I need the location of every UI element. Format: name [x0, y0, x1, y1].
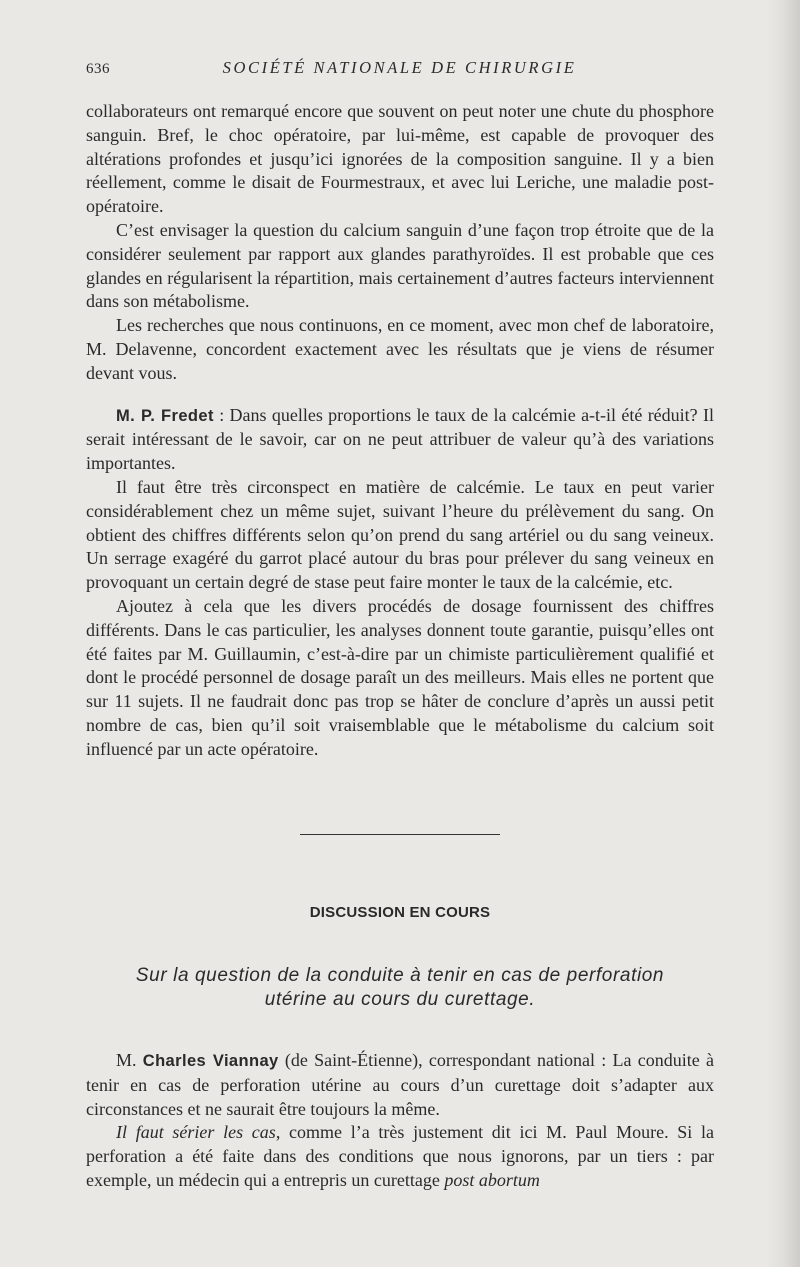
paragraph-fredet — [86, 404, 714, 476]
paragraph-text: (de Saint-Étienne), correspondant national : La conduite à tenir en cas de perforation utérine au cours d’un curettage doit s’adapter aux circonstances et ne saurait être toujours la même. — [86, 1050, 714, 1119]
running-header — [86, 58, 713, 82]
paragraph: collaborateurs ont remarqué encore que souvent on peut noter une chute du phosphore sanguin. Bref, le choc opératoire, par lui-même, est capable de provoquer des altérations profondes et jusqu’ici ignorées de la composition sanguine. Il y a bien réellement, comme le disait de Fourmestraux, et avec lui Leriche, une maladie post-opératoire. — [86, 101, 714, 217]
paragraph: C’est envisager la question du calcium sanguin d’une façon trop étroite que de la considérer seulement par rapport aux glandes parathyroïdes. Il est probable que ces glandes en régularisent la répartition, mais certainement d’autres facteurs interviennent dans son métabolisme. — [86, 219, 714, 312]
section-heading: DISCUSSION EN COURS — [309, 904, 491, 921]
italic-phrase: post abortum — [444, 1169, 540, 1190]
page-edge-shadow — [766, 0, 800, 1267]
speaker-prefix: M. — [116, 1050, 143, 1070]
speaker-name: Charles Viannay — [142, 1052, 279, 1070]
discussion-text — [86, 1049, 714, 1193]
paragraph-text: : Dans quelles proportions le taux de la calcémie a-t-il été réduit? Il serait intéressant de le savoir, car on ne peut attribuer de valeur qu’à des variations importantes. — [86, 404, 714, 474]
paragraph: Il faut être très circonspect en matière de calcémie. Le taux en peut varier considérablement chez un même sujet, suivant l’heure du prélèvement du sang. On obtient des chiffres différents selon qu’on prend du sang artériel ou du sang veineux. Un serrage exagéré du garrot placé autour du bras pour prélever du sang veineux en provoquant un certain degré de stase peut faire monter le taux de la calcémie, etc. — [86, 476, 714, 593]
page-number: 636 — [86, 61, 110, 77]
paragraph-text: , comme l’a très justement dit ici M. Paul Moure. Si la perforation a été faite dans des conditions que nous ignorons, par un tiers : par exemple, un médecin qui a entrepris un curettage — [86, 1122, 715, 1190]
italic-phrase: Il faut sérier les cas — [116, 1122, 276, 1143]
article-title — [86, 964, 714, 1012]
paragraph — [86, 1121, 714, 1192]
speaker-name: M. P. Fredet — [116, 406, 214, 425]
article-title-line: utérine au cours du curettage. — [264, 989, 536, 1010]
paragraph-viannay — [86, 1049, 714, 1121]
article-title-line: Sur la question de la conduite à tenir en cas de perforation — [135, 965, 665, 986]
section-divider — [300, 834, 500, 835]
body-text — [86, 100, 714, 762]
paragraph: Les recherches que nous continuons, en ce moment, avec mon chef de laboratoire, M. Delavenne, concordent exactement avec les résultats que je viens de résumer devant vous. — [86, 315, 714, 383]
paragraph: Ajoutez à cela que les divers procédés de dosage fournissent des chiffres différents. Dans le cas particulier, les analyses donnent toute garantie, puisqu’elles ont été faites par M. Guillaumin, c’est-à-dire par un chimiste particulièrement qualifié et dont le procédé personnel de dosage paraît un des meilleurs. Mais elles ne portent que sur 11 sujets. Il ne faudrait donc pas trop se hâter de conclure d’après un aussi petit nombre de cas, bien qu’il soit vraisemblable que le métabolisme du calcium soit influencé par un acte opératoire. — [86, 595, 714, 759]
running-title: SOCIÉTÉ NATIONALE DE CHIRURGIE — [222, 58, 577, 77]
